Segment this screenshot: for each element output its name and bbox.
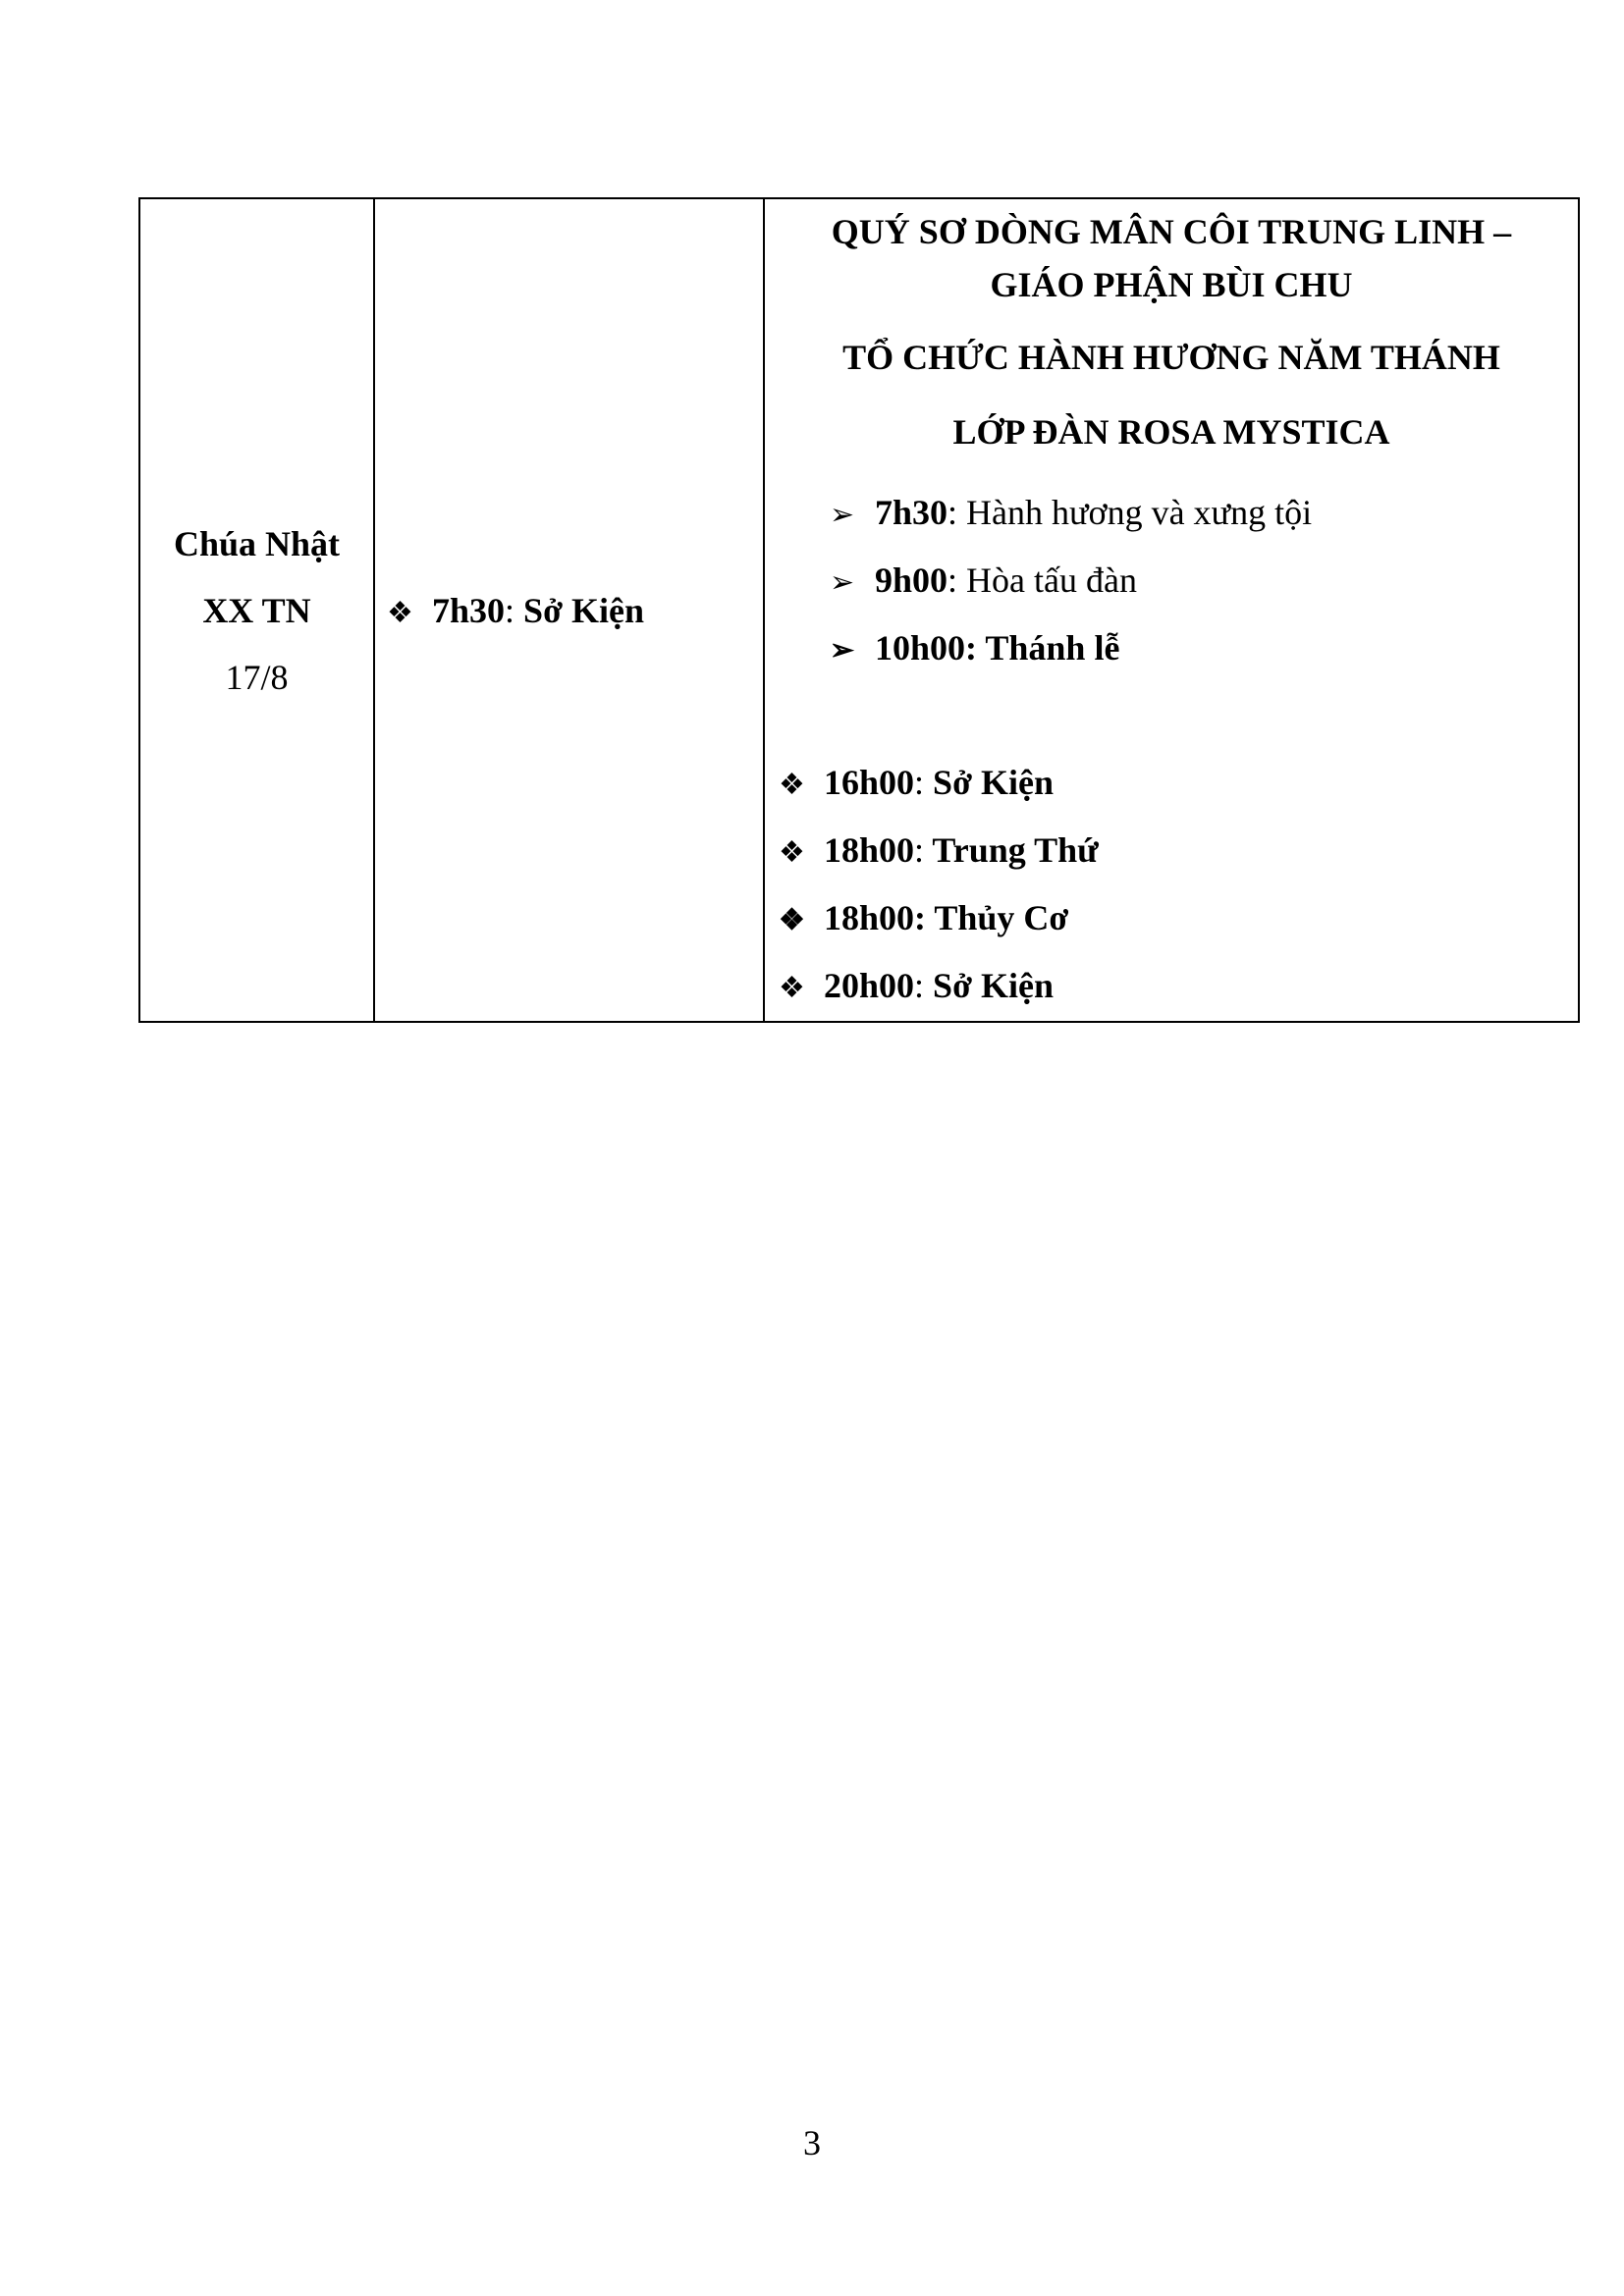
item-text: Thánh lễ bbox=[977, 628, 1120, 667]
list-item bbox=[779, 548, 1564, 615]
diamond-bullet-icon: ❖ bbox=[387, 596, 413, 629]
item-time: 9h00 bbox=[875, 561, 948, 600]
item-separator: : bbox=[914, 898, 927, 937]
heading-line-3: TỔ CHỨC HÀNH HƯƠNG NĂM THÁNH bbox=[842, 338, 1500, 377]
schedule-table bbox=[138, 197, 1580, 1023]
heading-line-4: LỚP ĐÀN ROSA MYSTICA bbox=[952, 412, 1390, 452]
middle-cell bbox=[374, 198, 764, 1022]
day-title: Chúa Nhật bbox=[173, 523, 341, 563]
item-separator: : bbox=[947, 493, 958, 532]
item-text: Sở Kiện bbox=[924, 763, 1055, 802]
item-separator: : bbox=[914, 966, 925, 1005]
diamond-bullet-icon: ❖ bbox=[779, 769, 805, 801]
item-text: Hành hương và xưng tội bbox=[957, 493, 1313, 532]
item-text: Thủy Cơ bbox=[926, 898, 1069, 937]
item-time: 7h30 bbox=[875, 493, 948, 532]
diamond-bullet-icon: ❖ bbox=[779, 904, 805, 936]
diamond-bullet-icon: ❖ bbox=[779, 836, 805, 869]
item-text: Hòa tấu đàn bbox=[957, 561, 1137, 600]
day-date: 17/8 bbox=[225, 657, 289, 697]
item-time: 20h00 bbox=[824, 966, 915, 1005]
day-week: XX TN bbox=[202, 590, 311, 630]
item-time: 16h00 bbox=[824, 763, 915, 802]
item-separator: : bbox=[965, 628, 978, 667]
item-place: Sở Kiện bbox=[523, 590, 645, 630]
list-item bbox=[779, 953, 1564, 1021]
item-separator: : bbox=[914, 830, 925, 870]
item-time: 18h00 bbox=[824, 830, 915, 870]
list-item bbox=[779, 480, 1564, 548]
item-time: 10h00 bbox=[875, 628, 966, 667]
day-cell bbox=[139, 198, 374, 1022]
item-separator: : bbox=[914, 763, 925, 802]
heading-line-1: QUÝ SƠ DÒNG MÂN CÔI TRUNG LINH – bbox=[831, 212, 1512, 251]
item-separator: : bbox=[505, 590, 515, 630]
item-time: 18h00 bbox=[824, 898, 915, 937]
activities-cell bbox=[764, 198, 1579, 1022]
arrow-bullet-icon: ➢ bbox=[830, 634, 855, 667]
item-text: Trung Thứ bbox=[924, 830, 1099, 870]
table-row bbox=[139, 198, 1579, 1022]
diamond-bullet-icon: ❖ bbox=[779, 972, 805, 1004]
heading-line-2: GIÁO PHẬN BÙI CHU bbox=[990, 265, 1353, 304]
sub-item-list bbox=[779, 480, 1564, 683]
list-item bbox=[779, 885, 1564, 953]
item-separator: : bbox=[947, 561, 958, 600]
bullet-list bbox=[779, 750, 1564, 1021]
arrow-bullet-icon: ➢ bbox=[830, 499, 855, 531]
list-item bbox=[779, 750, 1564, 818]
item-time: 7h30 bbox=[432, 590, 506, 630]
arrow-bullet-icon: ➢ bbox=[830, 566, 855, 599]
item-text: Sở Kiện bbox=[924, 966, 1055, 1005]
page-number: 3 bbox=[803, 2123, 821, 2163]
list-item bbox=[779, 615, 1564, 683]
list-item bbox=[779, 818, 1564, 885]
list-item bbox=[375, 590, 763, 631]
